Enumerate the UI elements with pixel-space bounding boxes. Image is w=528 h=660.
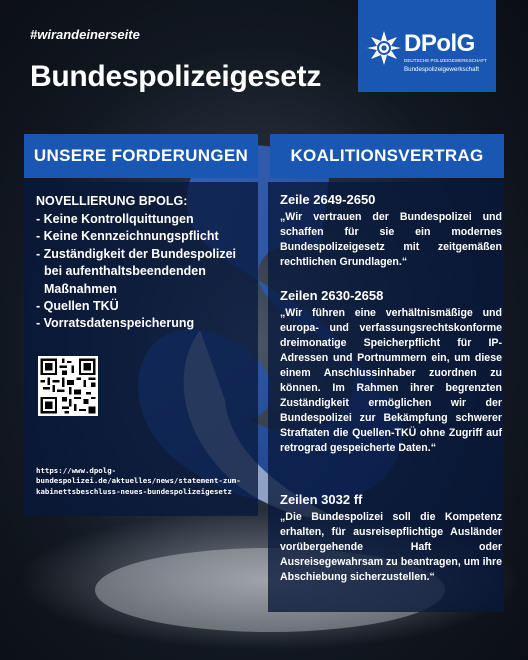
left-header: UNSERE FORDERUNGEN (24, 134, 258, 178)
demands-list (36, 211, 256, 333)
list-item: - Keine Kontrollquittungen (36, 212, 194, 226)
list-item: - Quellen TKÜ (36, 299, 119, 314)
section-quote: „Wir vertrauen der Bundespolizei und schaffen für sie ein modernes Bundespolizeigesetz mit zeitgemäßen rechtlichen Grundlagen.“ (280, 211, 502, 268)
logo-line-1: DEUTSCHE POLIZEIGEWERKSCHAFT (404, 58, 487, 63)
page-title: Bundespolizeigesetz (30, 60, 322, 93)
news-url[interactable]: https://www.dpolg-bundespolizei.de/aktuelles/news/statement-zum-kabinettsbeschluss-neues-bundespolizeigesetz (36, 466, 241, 496)
hashtag: #wirandeinerseite (30, 27, 140, 42)
demands-panel (24, 182, 258, 516)
qr-code-icon[interactable] (38, 356, 98, 416)
demands-title: NOVELLIERUNG BPOLG: (36, 194, 188, 208)
right-header: KOALITIONSVERTRAG (270, 134, 504, 178)
list-item: - Keine Kennzeichnungspflicht (36, 229, 219, 244)
coalition-panel (268, 182, 504, 612)
coalition-section (280, 192, 502, 270)
police-star-icon (366, 30, 402, 66)
coalition-section (280, 492, 502, 585)
section-heading: Zeilen 3032 ff (280, 492, 363, 507)
list-item: - Vorratsdatenspeicherung (36, 316, 195, 331)
section-heading: Zeile 2649-2650 (280, 192, 376, 207)
list-item: - Zuständigkeit der Bundespolizei bei aufenthaltsbeendenden Maßnahmen (36, 246, 237, 296)
section-quote: „Die Bundespolizei soll die Kompetenz erhalten, für ausreisepflichtige Ausländer vorübergehende Haft oder Ausreisegewahrsam zu beantragen, um ihre Abschiebung sicherzustellen.“ (280, 511, 502, 583)
dpolg-logo (358, 0, 496, 92)
logo-brand: DPolG (404, 30, 475, 57)
section-heading: Zeilen 2630-2658 (280, 288, 384, 303)
section-quote: „Wir führen eine verhältnismäßige und europa- und verfassungsrechtskonforme dreimonatige Speicherpflicht für IP-Adressen und Portnummern ein, um diese einem Anschlussinhaber zuordnen zu können. Im Rahmen ihrer begrenzten Zuständigkeit ermöglichen wir der Bundespolizei zur Bekämpfung schwerer Straftaten die Quellen-TKÜ ohne Zugriff auf retrograd gespeicherte Daten.“ (280, 307, 502, 454)
logo-line-2: Bundespolizeigewerkschaft (404, 66, 479, 73)
coalition-section (280, 288, 502, 456)
